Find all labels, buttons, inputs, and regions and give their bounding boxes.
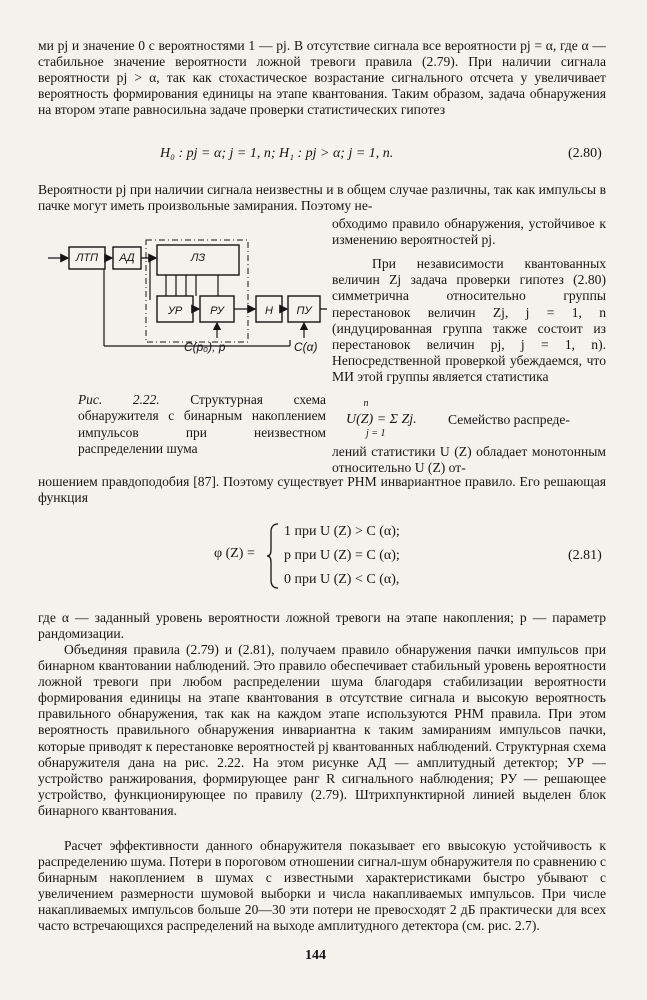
equation-number-2-81: (2.81) bbox=[568, 548, 602, 563]
statistic-sup: n bbox=[363, 398, 369, 409]
paragraph-right-3a: Семейство распреде- bbox=[448, 412, 570, 427]
paragraph-probabilities: Вероятности pj при наличии сигнала неизвестны и в общем случае различны, так как импульсы в пачке могут иметь произвольные замирания. Поэтому не- bbox=[38, 182, 606, 214]
page-number: 144 bbox=[305, 948, 326, 963]
paragraph-combine: Объединяя правила (2.79) и (2.81), получаем правило обнаружения пачки импульсов при бинарном квантовании наблюдений. Это правило обеспечивает стабильный уровень вероятности ложной тревоги при любом распределении шума благодаря стабилизации вероятности формирования единицы на этапе квантования в отсутствие сигнала и высокую вероятность правильного обнаружения, так как на каждом этапе используются РНМ правила. При этом вероятность правильного обнаружения инвариантна к таким замираниям импульсов пачки, которые приводят к перестановке вероятностей pj квантованных наблюдений. Структурная схема обнаружителя дана на рис. 2.22. На этом рисунке АД — амплитудный детектор; УР — устройство ранжирования, формирующее ранг R сигнального наблюдения; РУ — решающее устройство, функционирующее по правилу (2.79). Штрихпунктирной линией выделен блок бинарного квантования. bbox=[38, 642, 606, 818]
paragraph-continuation: ношением правдоподобия [87]. Поэтому существует РНМ инвариантное правило. Его решающая функция bbox=[38, 474, 606, 506]
label-n: Н bbox=[265, 305, 273, 317]
equation-2-81-case3: 0 при U (Z) < C (α), bbox=[284, 572, 400, 587]
paragraph-top: ми pj и значение 0 с вероятностями 1 — pj. В отсутствие сигнала все вероятности pj = α, где α — стабильное значение вероятности ложной тревоги правила (2.79). При наличии сигнала вероятности pj > α, так как стохастическое возрастание сигнального отсчета y увеличивает вероятность формирования единицы на этапе квантования. Таким образом, задача обнаружения на втором этапе равносильна задаче проверки статистических гипотез bbox=[38, 38, 606, 118]
statistic-equation: U(Z) = Σ Zj. bbox=[346, 412, 417, 427]
paragraph-calc: Расчет эффективности данного обнаружителя показывает его ввысокую устойчивость к распределению шума. Потери в пороговом отношении сигнал-шум обнаружителя по сравнению с бинарным накоплением в шумах с известными характеристиками быстро убывают с увеличением размерности шумовой выборки и числа накапливаемых импульсов. При числе накапливаемых импульсов больше 20—30 эти потери не превосходят 2 дБ практически для всех часто встречающихся распределений на выходе амплитудного детектора (см. рис. 2.7). bbox=[38, 838, 606, 934]
label-ur: УР bbox=[167, 305, 183, 317]
equation-number-2-80: (2.80) bbox=[568, 146, 602, 161]
figure-caption-label: Рис. 2.22. bbox=[78, 392, 160, 407]
paragraph-right-2: При независимости квантованных величин Zj задача проверки гипотез (2.80) симметрична относительно группы перестановок величин Zj, j = 1, n (индуцированная группа также состоит из перестановок величин pj, j = 1, n). Непосредственной проверкой убеждаемся, что МИ этой группы является статистика bbox=[332, 256, 606, 385]
paragraph-right-1: обходимо правило обнаружения, устойчивое к изменению вероятностей pj. bbox=[332, 216, 606, 248]
equation-2-81-case1: 1 при U (Z) > C (α); bbox=[284, 524, 400, 539]
figure-caption-text: Структурная схема обнаружителя с бинарным накоплением импульсов при неизвестном распределении шума bbox=[78, 392, 326, 457]
label-threshold-ca: C(α) bbox=[294, 340, 318, 354]
paragraph-right-3: лений статистики U (Z) обладает монотонным относительно U (Z) от- bbox=[332, 444, 606, 476]
figure-caption bbox=[78, 392, 326, 458]
label-lz: ЛЗ bbox=[190, 252, 206, 264]
label-pu: ПУ bbox=[296, 305, 312, 317]
label-ad: АД bbox=[119, 252, 135, 264]
label-threshold-cp: C(pₒ), p bbox=[184, 340, 226, 354]
label-ru: РУ bbox=[210, 305, 224, 317]
paragraph-where: где α — заданный уровень вероятности ложной тревоги на этапе накопления; p — параметр рандомизации. bbox=[38, 610, 606, 642]
equation-2-81-brace bbox=[266, 522, 280, 590]
label-ltp: ЛТП bbox=[75, 252, 99, 264]
statistic-sub: j = 1 bbox=[366, 428, 386, 439]
equation-2-81-lhs: φ (Z) = bbox=[214, 546, 255, 561]
equation-2-81-case2: p при U (Z) = C (α); bbox=[284, 548, 400, 563]
equation-2-80: H₀ : pj = α; j = 1, n; H₁ : pj > α; j = 1, n. bbox=[160, 146, 394, 161]
